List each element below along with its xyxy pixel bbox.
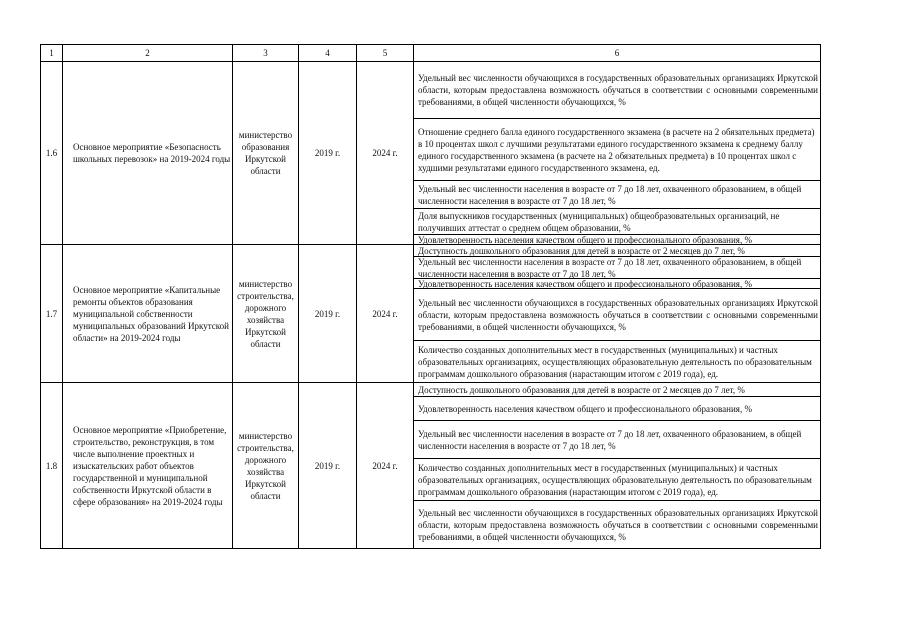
row-1-6-start-year [299, 62, 357, 245]
program-events-table [40, 44, 821, 549]
row-1-7-indicator-3-text: Удовлетворенность населения качеством общего и профессионального образования, % [418, 278, 752, 289]
row-1-6-indicator-2 [414, 119, 821, 181]
row-1-6-executor [233, 62, 299, 245]
row-1-6-end-year-text: 2024 г. [372, 148, 398, 158]
row-1-6-indicator-5-text: Удовлетворенность населения качеством общего и профессионального образования, % [418, 234, 752, 245]
row-1-6-indicator-1 [414, 62, 821, 119]
row-1-7-indicator-1-text: Доступность дошкольного образования для детей в возрасте от 2 месяцев до 7 лет, % [418, 245, 745, 256]
header-cell-6 [414, 45, 821, 62]
row-1-8-indicator-5-text: Удельный вес численности обучающихся в государственных образовательных организациях Иркутской области, которым предоставлена возможность обучаться в соответствии с основными современными требованиями, в общей численности обучающихся, % [418, 507, 818, 542]
row-1-7-number-text: 1.7 [45, 308, 58, 319]
row-1-6-event-text: Основное мероприятие «Безопасность школьных перевозок» на 2019-2024 годы [73, 142, 231, 164]
row-1-7-event-text: Основное мероприятие «Капитальные ремонты объектов образования муниципальной собственности муниципальных образований Иркутской области» на 2019-2024 годы [73, 284, 229, 343]
row-1-6-end-year [357, 62, 414, 245]
header-cell-3-text: 3 [263, 48, 268, 58]
row-1-6-indicator-4-text: Доля выпускников государственных (муниципальных) общеобразовательных организаций, не получивших аттестат о среднем общем образовании, % [418, 210, 780, 233]
row-1-7-indicator-2 [414, 257, 821, 279]
header-cell-6-text: 6 [614, 48, 620, 58]
row-1-6-indicator-2-text: Отношение среднего балла единого государственного экзамена (в расчете на 2 обязательных предмета) в 10 процентах школ с лучшими результатами единого государственного экзамена к среднему баллу единого государственного экзамена (в расчете на 2 обязательных предмета) в 10 процентах школ с худшими результатами единого государственного экзамена, ед. [418, 126, 815, 173]
header-cell-4-text: 4 [325, 48, 330, 58]
row-1-8-start-year [299, 383, 357, 549]
row-1-8-executor [233, 383, 299, 549]
row-1-8-indicator-5 [414, 501, 821, 549]
row-1-8-event [63, 383, 233, 549]
row-1-6-number [41, 62, 63, 245]
row-1-6-indicator-5 [414, 235, 821, 245]
row-1-7-indicator-2-text: Удельный вес численности населения в возрасте от 7 до 18 лет, охваченного образованием, в общей численности населения в возрасте от 7 до 18 лет, % [418, 256, 802, 279]
row-1-8-indicator-1 [414, 383, 821, 397]
header-cell-2 [63, 45, 233, 62]
row-1-6-indicator-3 [414, 181, 821, 209]
row-1-6-indicator-1-text: Удельный вес численности обучающихся в государственных образовательных организациях Иркутской области, которым предоставлена возможность обучаться в соответствии с основными современными требованиями, в общей численности обучающихся, % [418, 73, 818, 107]
row-1-7-start-year [299, 245, 357, 383]
row-1-7-end-year-text: 2024 г. [372, 308, 398, 319]
row-1-7-executor-text: министерство строительства, дорожного хозяйства Иркутской области [237, 278, 294, 349]
row-1-6-executor-text: министерство образования Иркутской области [238, 130, 293, 176]
row-1-8-indicator-3 [414, 421, 821, 459]
row-1-7-event [63, 245, 233, 383]
row-1-8-indicator-2-text: Удовлетворенность населения качеством общего и профессионального образования, % [418, 403, 752, 414]
row-1-7-end-year [357, 245, 414, 383]
header-cell-1-text: 1 [49, 48, 54, 58]
row-1-7-executor [233, 245, 299, 383]
header-cell-1 [41, 45, 63, 62]
row-1-7-indicator-4-text: Удельный вес численности обучающихся в государственных образовательных организациях Иркутской области, которым предоставлена возможность обучаться в соответствии с основными современными требованиями, в общей численности обучающихся, % [418, 297, 818, 332]
row-1-7-start-year-text: 2019 г. [314, 308, 341, 319]
row-1-6-number-text: 1.6 [45, 148, 58, 158]
row-1-7-indicator-3 [414, 279, 821, 289]
header-cell-5 [357, 45, 414, 62]
row-1-7-number [41, 245, 63, 383]
header-cell-5-text: 5 [382, 48, 388, 58]
header-cell-2-text: 2 [145, 48, 150, 58]
header-cell-3 [233, 45, 299, 62]
row-1-6-start-year-text: 2019 г. [314, 148, 341, 158]
row-1-6-indicator-4 [414, 209, 821, 235]
row-1-8-executor-text: министерство строительства, дорожного хозяйства Иркутской области [237, 430, 294, 501]
header-cell-4 [299, 45, 357, 62]
row-1-7-indicator-4 [414, 289, 821, 341]
row-1-8-indicator-1-text: Доступность дошкольного образования для детей в возрасте от 2 месяцев до 7 лет, % [418, 384, 745, 395]
row-1-8-end-year-text: 2024 г. [372, 460, 398, 471]
row-1-8-number [41, 383, 63, 549]
row-1-8-start-year-text: 2019 г. [314, 460, 341, 471]
row-1-8-indicator-2 [414, 397, 821, 421]
row-1-8-indicator-3-text: Удельный вес численности населения в возрасте от 7 до 18 лет, охваченного образованием, в общей численности населения в возрасте от 7 до 18 лет, % [418, 428, 802, 451]
row-1-8-end-year [357, 383, 414, 549]
row-1-6-event [63, 62, 233, 245]
row-1-6-indicator-3-text: Удельный вес численности населения в возрасте от 7 до 18 лет, охваченного образованием, в общей численности населения в возрасте от 7 до 18 лет, % [418, 183, 802, 206]
row-1-8-number-text: 1.8 [45, 460, 58, 471]
row-1-7-indicator-5-text: Количество созданных дополнительных мест в государственных (муниципальных) и частных образовательных организациях, осуществляющих образовательную деятельность по образовательным программам дошкольного образования (нарастающим итогом с 2019 года), ед. [418, 344, 812, 379]
row-1-7-indicator-5 [414, 341, 821, 383]
row-1-8-event-text: Основное мероприятие «Приобретение, строительство, реконструкция, в том числе выполнение проектных и изыскательских работ объектов государственной и муниципальной собственности Иркутской области в сфере образования» на 2019-2024 годы [73, 424, 227, 507]
row-1-8-indicator-4-text: Количество созданных дополнительных мест в государственных (муниципальных) и частных образовательных организациях, осуществляющих образовательную деятельность по образовательным программам дошкольного образования (нарастающим итогом с 2019 года), ед. [418, 462, 812, 497]
row-1-8-indicator-4 [414, 459, 821, 501]
